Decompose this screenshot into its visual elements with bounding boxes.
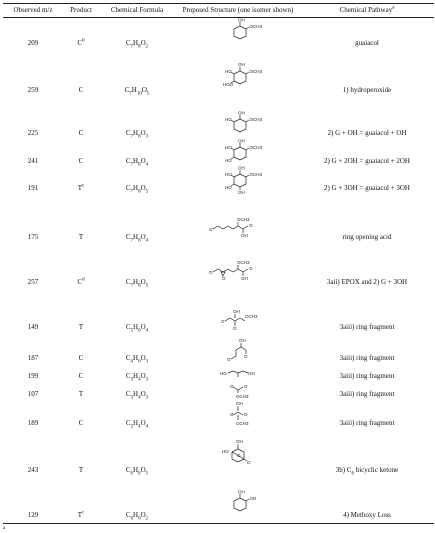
svg-text:OH: OH [249,496,257,501]
row-3-mz: 225 [27,129,39,137]
svg-text:OCH3: OCH3 [236,421,249,426]
svg-text:OH: OH [233,309,240,314]
svg-text:HO: HO [222,449,229,454]
svg-text:HO: HO [225,69,232,74]
ring-fragment-c3-ester-structure-icon [178,381,298,401]
svg-text:OH: OH [236,439,243,444]
row-11-product: T [78,390,84,398]
svg-text:O: O [249,266,253,271]
svg-text:O: O [249,223,253,228]
row-5-mz: 191 [27,184,39,192]
row-8-pathway: 3aiii) ring fragment [339,323,395,331]
row-6-mz: 175 [27,233,39,241]
svg-text:OH: OH [241,276,248,281]
ring-fragment-c3-acid-structure-icon [178,366,298,380]
catechol-structure-icon [178,491,298,519]
guaiacol-3oh-structure-icon [178,167,298,195]
svg-text:HO: HO [225,158,232,163]
row-13-pathway: 3b) $C_6$ bicyclic ketone [335,466,399,477]
svg-text:OCH3: OCH3 [245,314,258,319]
row-3-product: C [78,129,84,137]
row-1-mz: 209 [27,39,39,47]
row-12-product: C [78,419,84,427]
row-4-formula: $C_7H_8O_4$ [125,157,149,168]
guaiacol-2oh-structure-icon [178,140,298,166]
svg-text:OCH3: OCH3 [249,24,263,29]
header-product: Product [70,6,92,14]
header-pathway [300,6,434,15]
row-14-formula: $C_6H_6O_2$ [125,511,149,522]
svg-text:OH: OH [238,62,245,67]
row-7-mz: 257 [27,278,39,286]
row-2-pathway: 1) hydroperoxide [342,86,392,94]
svg-text:HO: HO [225,117,232,122]
svg-text:OCH3: OCH3 [249,117,263,122]
ring-fragment-c3-hydroxy-structure-icon [178,402,298,430]
row-12-mz: 189 [27,419,39,427]
row-8-product: T [78,323,84,331]
row-7-formula: $C_7H_8O_5$ [125,278,149,289]
row-1-pathway: guaiacol [355,39,379,47]
row-9-formula: $C_4H_6O_3$ [125,354,149,365]
ring-fragment-c5-structure-icon [178,304,298,334]
svg-text:OCH3: OCH3 [249,172,263,177]
row-12-formula: $C_3H_4O_4$ [125,419,149,430]
row-10-formula: $C_3H_4O_3$ [125,372,149,383]
row-1-product: $C^b$ [77,38,85,47]
svg-text:HO: HO [225,145,232,150]
row-13-mz: 243 [27,466,39,474]
row-6-formula: $C_7H_8O_4$ [125,233,149,244]
svg-text:OH: OH [239,338,246,343]
guaiacol-oh-structure-icon [178,112,298,138]
row-5-formula: $C_7H_8O_5$ [125,184,149,195]
row-11-formula: $C_3H_4O_3$ [125,390,149,401]
svg-text:O: O [227,357,231,362]
row-10-product: C [78,372,84,380]
header-mz: Observed m/z [13,6,53,14]
row-4-mz: 241 [27,157,39,165]
row-3-pathway: 2) G + OH = guaiacol + OH [327,129,407,137]
row-13-product: T [78,466,84,474]
row-5-product: $T^c$ [77,183,85,192]
svg-text:OCH3: OCH3 [236,394,249,399]
svg-text:HOO: HOO [223,82,234,87]
svg-text:OH: OH [238,190,245,195]
row-10-pathway: 3aiii) ring fragment [339,372,395,380]
row-9-mz: 187 [27,354,39,362]
row-4-product: C [78,157,84,165]
header-pathway-label: Chemical Pathway [339,6,393,14]
svg-text:O: O [244,384,248,389]
hydroperoxide-structure-icon [178,62,298,96]
table-top-rule [3,3,434,4]
svg-text:HO: HO [225,172,232,177]
row-9-pathway: 3aiii) ring fragment [339,354,395,362]
row-14-product: $T^c$ [77,510,85,519]
epox-structure-icon [178,259,298,287]
row-11-mz: 107 [27,390,39,398]
svg-text:O: O [244,412,248,417]
svg-text:OCH3: OCH3 [249,145,263,150]
svg-text:OH: OH [248,371,255,376]
row-5-pathway: 2) G + 3OH = guaiacol + 3OH [324,184,410,192]
svg-text:OCH3: OCH3 [249,69,263,74]
svg-text:O: O [233,326,237,331]
svg-text:OH: OH [238,17,245,23]
header-structure: Proposed Structure (one isomer shown) [182,6,294,14]
svg-text:O: O [247,460,251,465]
bicyclic-ketone-structure-icon [178,440,298,476]
svg-text:O: O [237,453,241,458]
header-formula: Chemical Formula [110,6,164,14]
svg-text:OH: OH [236,401,243,406]
svg-text:O: O [222,276,226,281]
svg-text:OH: OH [238,110,245,116]
svg-text:OH: OH [241,233,248,238]
row-6-product: T [78,233,84,241]
row-8-mz: 149 [27,323,39,331]
row-12-pathway: 3aiii) ring fragment [339,419,395,427]
row-3-formula: $C_7H_8O_3$ [125,129,149,140]
svg-text:OCH3: OCH3 [237,217,250,222]
ring-fragment-c4-structure-icon [178,339,298,365]
svg-text:OH: OH [238,489,245,495]
row-13-formula: $C_6H_8O_5$ [125,466,149,477]
svg-text:O: O [244,354,248,359]
ring-opening-acid-structure-icon [178,216,298,244]
svg-text:O: O [209,270,213,275]
row-7-pathway: 3aii) EPOX and 2) G + 3OH [326,278,408,286]
row-9-product: C [78,354,84,362]
row-7-product: $C^d$ [77,277,85,286]
row-11-pathway: 3aiii) ring fragment [339,390,395,398]
row-10-mz: 199 [27,372,39,380]
footnote-mark: a [3,526,6,531]
row-2-mz: 259 [27,86,39,94]
row-14-pathway: 4) Methoxy Loss [343,511,391,519]
table-header-rule [3,17,434,18]
svg-text:O: O [209,227,213,232]
row-8-formula: $C_5H_6O_4$ [125,323,149,334]
guaiacol-structure-icon [178,19,298,49]
svg-text:O: O [230,412,234,417]
svg-text:OH: OH [238,165,245,171]
row-14-mz: 129 [27,511,39,519]
svg-text:O: O [221,319,225,324]
svg-text:O: O [230,384,234,389]
row-6-pathway: ring opening acid [342,233,392,241]
svg-text:OH: OH [238,138,245,144]
svg-text:HO: HO [220,371,227,376]
svg-text:HO: HO [225,185,232,190]
row-1-formula: $C_7H_8O_2$ [125,39,149,50]
row-2-formula: $C_7H_{10}O_5$ [124,86,150,97]
row-2-product: C [78,86,84,94]
table-bottom-rule [3,523,434,524]
header-pathway-footnote: a [392,5,395,11]
row-4-pathway: 2) G + 2OH = guaiacol + 2OH [324,157,410,165]
svg-text:OCH3: OCH3 [237,260,250,265]
